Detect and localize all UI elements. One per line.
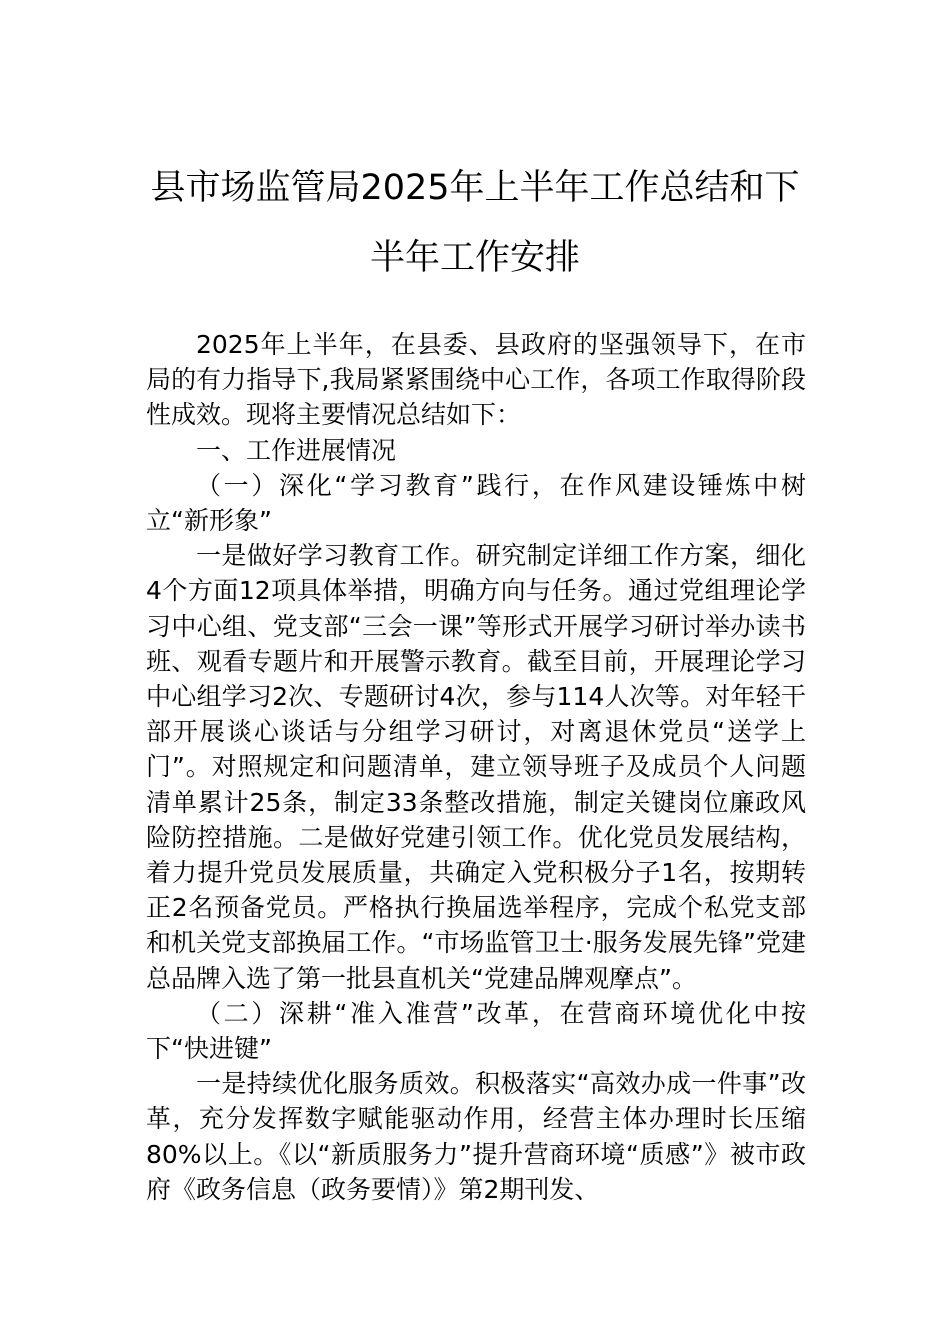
section-heading: 一、工作进展情况 xyxy=(196,435,397,465)
body-paragraph-2: 一是持续优化服务质效。积极落实“高效办成一件事”改革，充分发挥数字赋能驱动作用，经营主体办理时长压缩80%以上。《以“新质服务力”提升营商环境“质感”》被市政府《政务信息（政务要情）》第2期刊发、 xyxy=(146,1069,806,1204)
body-paragraph-1: 一是做好学习教育工作。研究制定详细工作方案，细化4个方面12项具体举措，明确方向与任务。通过党组理论学习中心组、党支部“三会一课”等形式开展学习研讨举办读书班、观看专题片和开展警示教育。截至目前，开展理论学习中心组学习2次、专题研讨4次，参与114人次等。对年轻干部开展谈心谈话与分组学习研讨，对离退休党员“送学上门”。对照规定和问题清单，建立领导班子及成员个人问题清单累计25条，制定33条整改措施，制定关键岗位廉政风险防控措施。二是做好党建引领工作。优化党员发展结构，着力提升党员发展质量，共确定入党积极分子1名，按期转正2名预备党员。严格执行换届选举程序，完成个私党支部和机关党支部换届工作。“市场监管卫士·服务发展先锋”党建总品牌入选了第一批县直机关“党建品牌观摩点”。 xyxy=(146,541,806,993)
subsection-heading-1: （一）深化“学习教育”践行，在作风建设锤炼中树立“新形象” xyxy=(146,470,806,536)
document-body xyxy=(146,327,806,1207)
document-title-line-1: 县市场监管局2025年上半年工作总结和下 xyxy=(150,168,800,208)
document-title-line-2: 半年工作安排 xyxy=(369,238,580,278)
subsection-heading-2: （二）深耕“准入准营”改革，在营商环境优化中按下“快进键” xyxy=(146,998,806,1064)
intro-paragraph: 2025年上半年，在县委、县政府的坚强领导下，在市局的有力指导下,我局紧紧围绕中心工作，各项工作取得阶段性成效。现将主要情况总结如下： xyxy=(146,330,806,430)
